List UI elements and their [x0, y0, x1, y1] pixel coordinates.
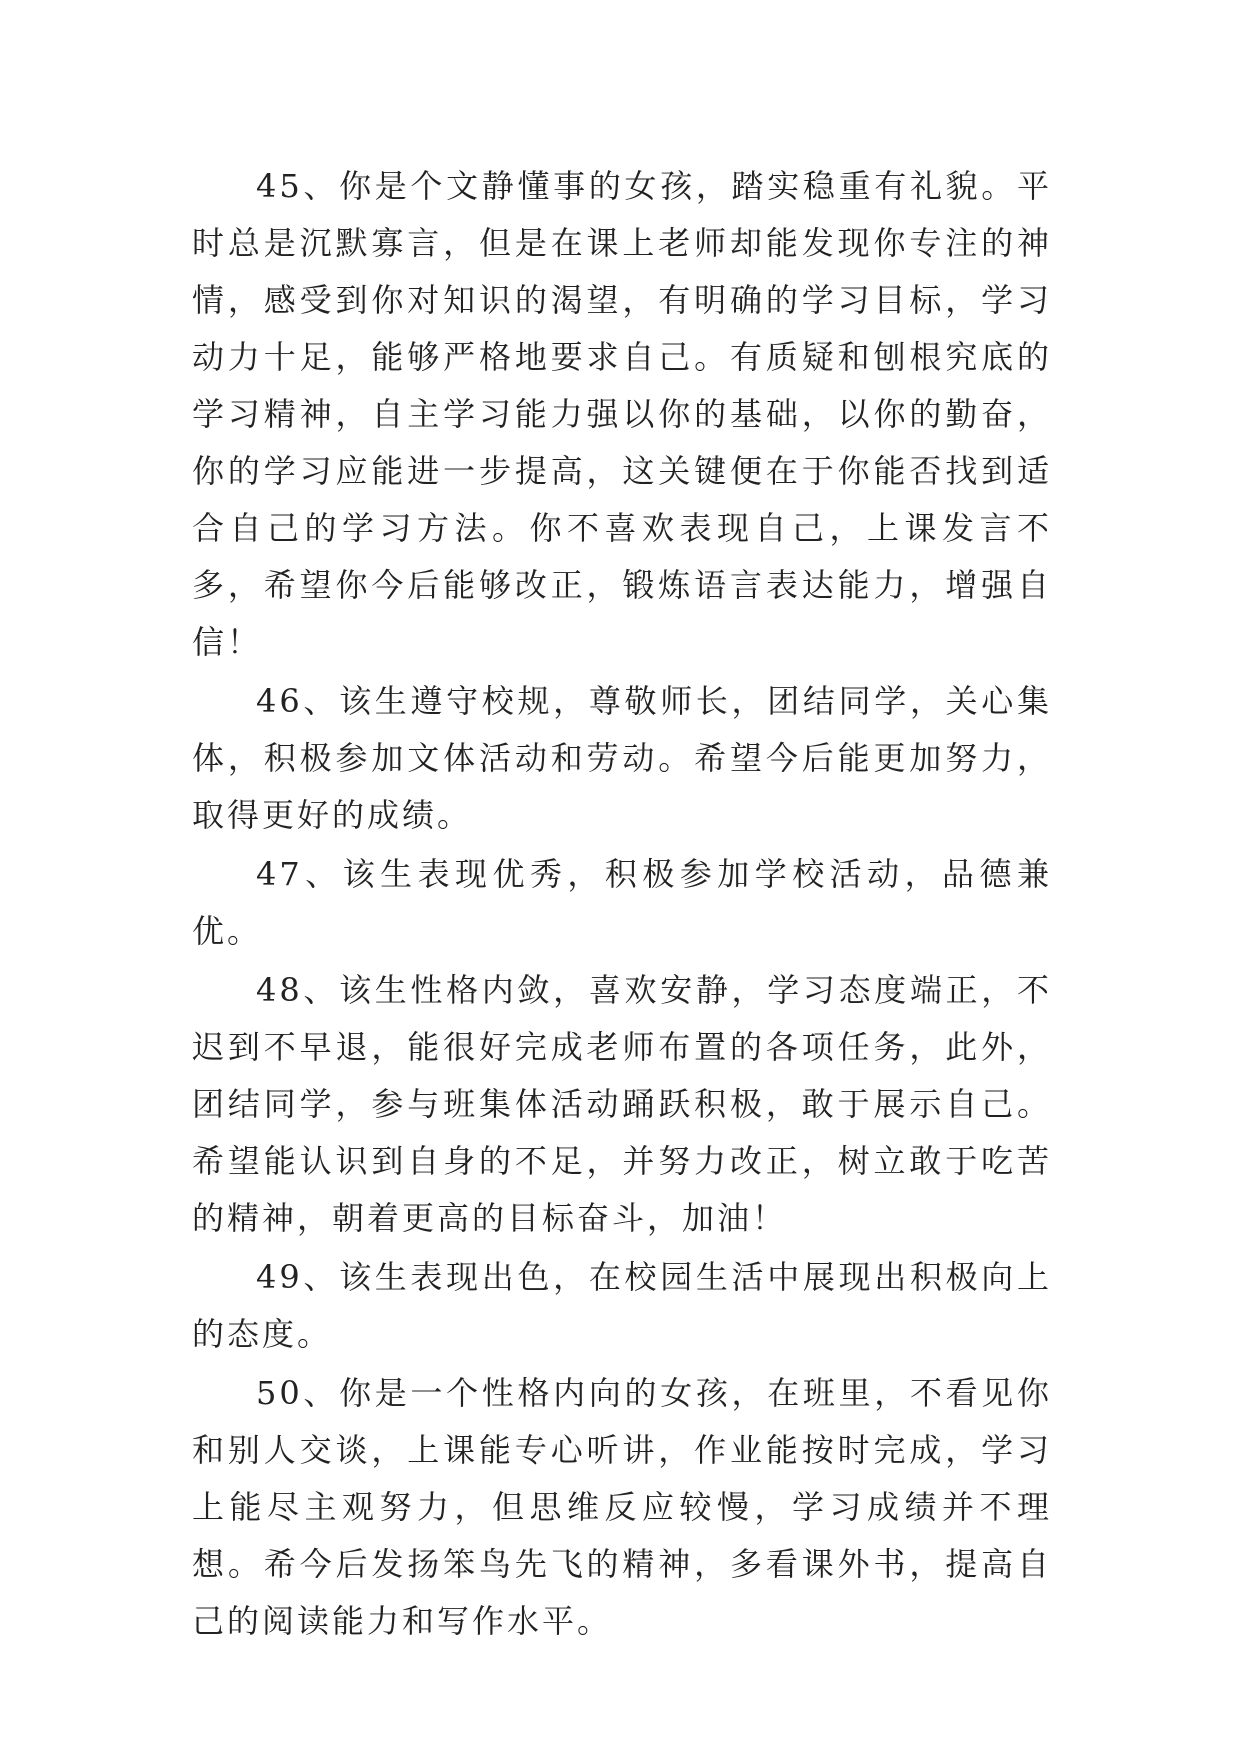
document-page: [192, 158, 1052, 1650]
paragraph-47: 47、该生表现优秀，积极参加学校活动，品德兼优。: [192, 855, 1052, 950]
paragraph-45: 45、你是个文静懂事的女孩，踏实稳重有礼貌。平时总是沉默寡言，但是在课上老师却能发现你专注的神情，感受到你对知识的渴望，有明确的学习目标，学习动力十足，能够严格地要求自己。有质疑和刨根究底的学习精神，自主学习能力强以你的基础，以你的勤奋，你的学习应能进一步提高，这关键便在于你能否找到适合自己的学习方法。你不喜欢表现自己，上课发言不多，希望你今后能够改正，锻炼语言表达能力，增强自信！: [192, 167, 1052, 661]
paragraph-46: 46、该生遵守校规，尊敬师长，团结同学，关心集体，积极参加文体活动和劳动。希望今后能更加努力，取得更好的成绩。: [192, 682, 1052, 834]
paragraph-48: 48、该生性格内敛，喜欢安静，学习态度端正，不迟到不早退，能很好完成老师布置的各项任务，此外，团结同学，参与班集体活动踊跃积极，敢于展示自己。希望能认识到自身的不足，并努力改正，树立敢于吃苦的精神，朝着更高的目标奋斗，加油！: [192, 971, 1052, 1237]
paragraph-49: 49、该生表现出色，在校园生活中展现出积极向上的态度。: [192, 1258, 1052, 1353]
paragraph-50: 50、你是一个性格内向的女孩，在班里，不看见你和别人交谈，上课能专心听讲，作业能按时完成，学习上能尽主观努力，但思维反应较慢，学习成绩并不理想。希今后发扬笨鸟先飞的精神，多看课外书，提高自己的阅读能力和写作水平。: [192, 1374, 1052, 1640]
